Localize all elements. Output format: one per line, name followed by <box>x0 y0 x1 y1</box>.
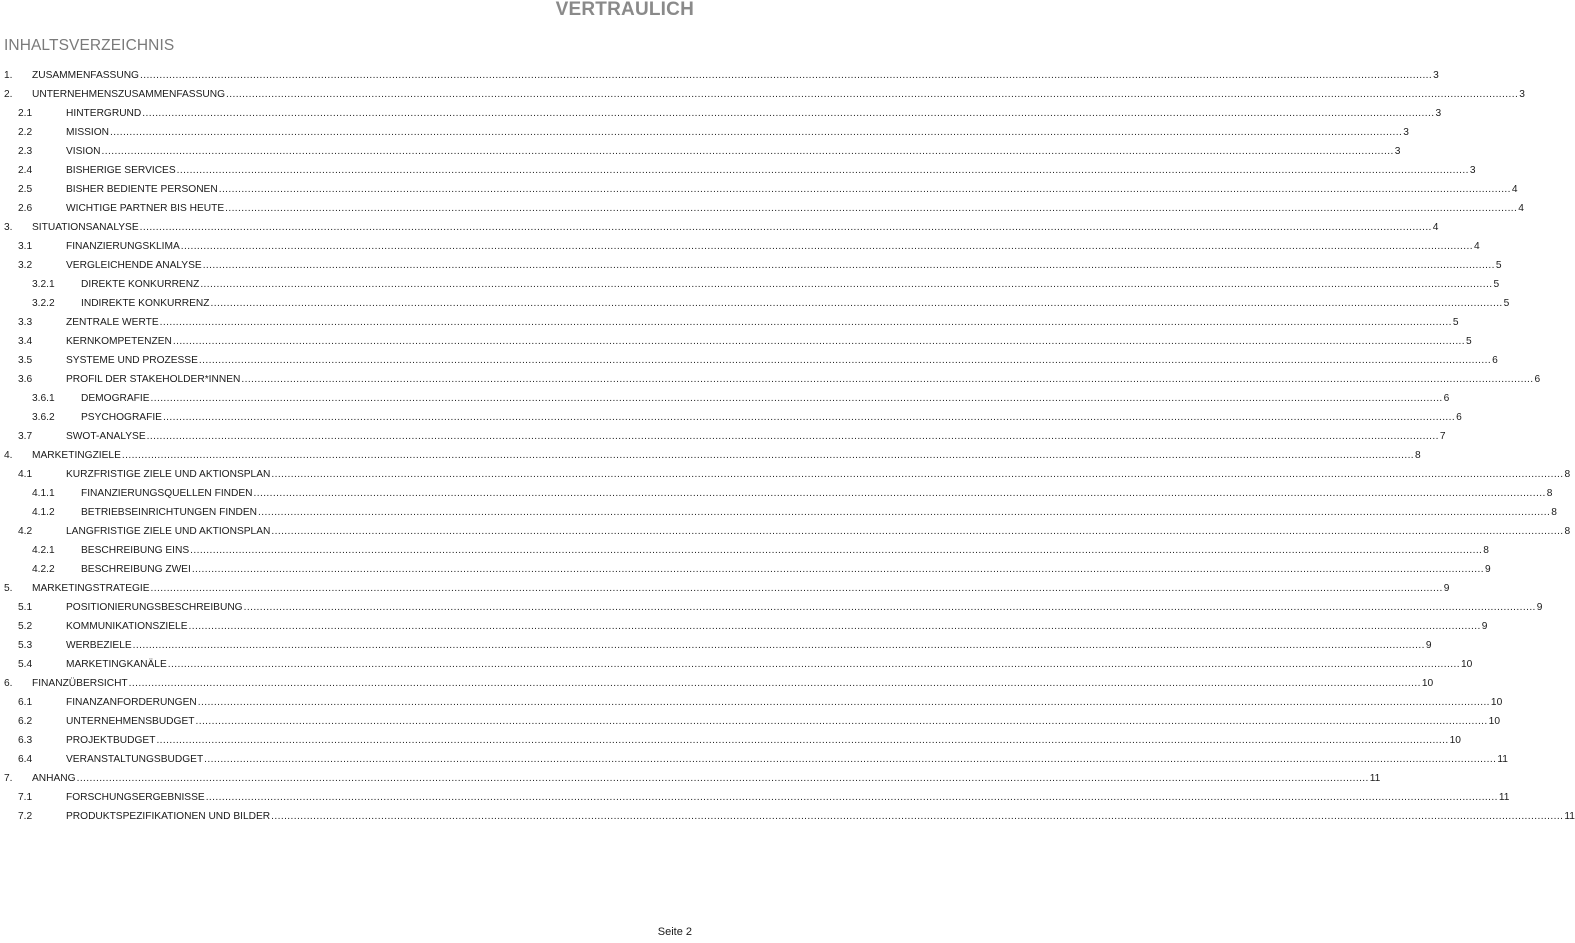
toc-entry[interactable] <box>0 560 1491 579</box>
toc-entry[interactable] <box>0 275 1500 294</box>
toc-entry-line <box>66 807 1575 826</box>
toc-entry-line <box>32 218 1439 237</box>
table-of-contents <box>0 66 1575 826</box>
toc-entry[interactable] <box>0 617 1488 636</box>
toc-entry[interactable] <box>0 541 1489 560</box>
toc-title: INHALTSVERZEICHNIS <box>4 37 175 54</box>
toc-entry-number: 3.2.2 <box>32 298 55 309</box>
toc-entry-page[interactable]: 9 <box>1425 640 1432 651</box>
toc-entry-number: 4.1.2 <box>32 507 55 518</box>
toc-entry-line <box>66 104 1442 123</box>
toc-dot-leader: ................................................................................................................................................................................................................................................................................................................................................................................................................ <box>172 336 1466 347</box>
toc-entry[interactable] <box>0 389 1450 408</box>
toc-dot-leader: ................................................................................................................................................................................................................................................................................................................................................................................................................ <box>150 583 1443 594</box>
toc-entry-title[interactable]: UNTERNEHMENSBUDGET <box>66 716 195 727</box>
toc-entry-title[interactable]: BESCHREIBUNG EINS <box>81 545 190 556</box>
toc-dot-leader: ................................................................................................................................................................................................................................................................................................................................................................................................................ <box>271 469 1564 480</box>
toc-entry-line <box>66 655 1473 674</box>
toc-entry-title[interactable]: PSYCHOGRAFIE <box>81 412 162 423</box>
toc-entry-page[interactable]: 3 <box>1469 165 1476 176</box>
toc-entry-page[interactable]: 5 <box>1503 298 1510 309</box>
toc-entry-number: 4.2 <box>18 526 33 537</box>
toc-entry-number: 2.1 <box>18 108 33 119</box>
toc-entry-page[interactable]: 3 <box>1519 89 1525 100</box>
toc-dot-leader: ................................................................................................................................................................................................................................................................................................................................................................................................................ <box>258 507 1551 518</box>
toc-entry-title[interactable]: ZUSAMMENFASSUNG <box>32 70 139 81</box>
toc-dot-leader: ................................................................................................................................................................................................................................................................................................................................................................................................................ <box>128 678 1421 689</box>
toc-entry-number: 3.6 <box>18 374 33 385</box>
toc-entry-line <box>66 465 1571 484</box>
toc-entry-number: 4. <box>4 450 13 461</box>
toc-dot-leader: ................................................................................................................................................................................................................................................................................................................................................................................................................ <box>156 735 1449 746</box>
toc-dot-leader: ................................................................................................................................................................................................................................................................................................................................................................................................................ <box>271 526 1564 537</box>
toc-dot-leader: ................................................................................................................................................................................................................................................................................................................................................................................................................ <box>243 602 1536 613</box>
toc-entry-page[interactable]: 4 <box>1511 184 1518 195</box>
toc-entry-page[interactable]: 11 <box>1369 773 1381 784</box>
toc-dot-leader: ................................................................................................................................................................................................................................................................................................................................................................................................................ <box>190 545 1483 556</box>
toc-entry[interactable] <box>0 712 1500 731</box>
toc-dot-leader: ................................................................................................................................................................................................................................................................................................................................................................................................................ <box>195 716 1488 727</box>
toc-entry-page[interactable]: 8 <box>1483 545 1489 556</box>
toc-entry[interactable] <box>0 693 1503 712</box>
toc-entry-number: 4.1 <box>18 469 33 480</box>
toc-entry-line <box>66 351 1498 370</box>
toc-entry-title[interactable]: FORSCHUNGSERGEBNISSE <box>66 792 205 803</box>
toc-entry-number: 4.2.2 <box>32 564 55 575</box>
toc-entry-title[interactable]: FINANZÜBERSICHT <box>32 678 128 689</box>
toc-dot-leader: ................................................................................................................................................................................................................................................................................................................................................................................................................ <box>142 108 1435 119</box>
toc-entry[interactable] <box>0 218 1439 237</box>
toc-entry-page[interactable]: 8 <box>1551 507 1557 518</box>
toc-entry-line <box>66 332 1472 351</box>
toc-entry[interactable] <box>0 370 1541 389</box>
toc-entry[interactable] <box>0 807 1575 826</box>
confidential-label: VERTRAULICH <box>555 0 694 20</box>
toc-entry-page[interactable]: 5 <box>1466 336 1472 347</box>
toc-entry-title[interactable]: WICHTIGE PARTNER BIS HEUTE <box>66 203 225 214</box>
toc-dot-leader: ................................................................................................................................................................................................................................................................................................................................................................................................................ <box>191 564 1484 575</box>
toc-entry-title[interactable]: MARKETINGZIELE <box>32 450 121 461</box>
toc-entry[interactable] <box>0 788 1510 807</box>
toc-entry-number: 2.4 <box>18 165 33 176</box>
toc-entry[interactable] <box>0 313 1459 332</box>
toc-entry[interactable] <box>0 332 1472 351</box>
toc-entry-title[interactable]: MISSION <box>66 127 110 138</box>
toc-entry-title[interactable]: VISION <box>66 146 101 157</box>
toc-entry-title[interactable]: SITUATIONSANALYSE <box>32 222 139 233</box>
toc-entry[interactable] <box>0 465 1571 484</box>
toc-entry[interactable] <box>0 237 1480 256</box>
toc-entry[interactable] <box>0 408 1462 427</box>
toc-entry-number: 6.4 <box>18 754 33 765</box>
toc-entry-number: 5.2 <box>18 621 33 632</box>
toc-entry-line <box>66 142 1401 161</box>
toc-entry-line <box>66 636 1432 655</box>
toc-entry-number: 5.4 <box>18 659 33 670</box>
toc-entry-title[interactable]: INDIREKTE KONKURRENZ <box>81 298 210 309</box>
toc-dot-leader: ................................................................................................................................................................................................................................................................................................................................................................................................................ <box>226 89 1519 100</box>
toc-dot-leader: ................................................................................................................................................................................................................................................................................................................................................................................................................ <box>198 355 1492 366</box>
toc-entry-page[interactable]: 5 <box>1495 260 1502 271</box>
toc-entry-page[interactable]: 5 <box>1493 279 1500 290</box>
toc-entry-number: 6.1 <box>18 697 33 708</box>
toc-dot-leader: ................................................................................................................................................................................................................................................................................................................................................................................................................ <box>132 640 1425 651</box>
toc-entry-title[interactable]: MARKETINGKANÄLE <box>66 659 167 670</box>
toc-entry-title[interactable]: KERNKOMPETENZEN <box>66 336 172 347</box>
toc-dot-leader: ................................................................................................................................................................................................................................................................................................................................................................................................................ <box>180 241 1473 252</box>
toc-entry-line <box>66 427 1446 446</box>
toc-entry-title[interactable]: DIREKTE KONKURRENZ <box>81 279 200 290</box>
toc-entry[interactable] <box>0 598 1543 617</box>
toc-entry-number: 3.4 <box>18 336 33 347</box>
toc-entry-title[interactable]: FINANZANFORDERUNGEN <box>66 697 197 708</box>
toc-entry-number: 3.1 <box>18 241 33 252</box>
toc-entry-title[interactable]: POSITIONIERUNGSBESCHREIBUNG <box>66 602 243 613</box>
toc-entry-number: 3.2 <box>18 260 33 271</box>
toc-entry-title[interactable]: SYSTEME UND PROZESSE <box>66 355 198 366</box>
toc-entry-number: 3.5 <box>18 355 33 366</box>
toc-entry[interactable] <box>0 579 1450 598</box>
toc-entry-number: 2.2 <box>18 127 33 138</box>
toc-entry-page[interactable]: 10 <box>1488 716 1500 727</box>
toc-entry-number: 7. <box>4 773 13 784</box>
toc-dot-leader: ................................................................................................................................................................................................................................................................................................................................................................................................................ <box>121 450 1415 461</box>
toc-dot-leader: ................................................................................................................................................................................................................................................................................................................................................................................................................ <box>110 127 1403 138</box>
toc-entry-page[interactable]: 10 <box>1449 735 1461 746</box>
toc-dot-leader: ................................................................................................................................................................................................................................................................................................................................................................................................................ <box>176 165 1469 176</box>
toc-entry[interactable] <box>0 85 1525 104</box>
toc-entry-line <box>66 788 1510 807</box>
toc-entry-line <box>66 180 1518 199</box>
toc-entry-number: 5.1 <box>18 602 33 613</box>
toc-dot-leader: ................................................................................................................................................................................................................................................................................................................................................................................................................ <box>146 431 1439 442</box>
toc-entry-title[interactable]: DEMOGRAFIE <box>81 393 150 404</box>
toc-entry-line <box>66 123 1409 142</box>
toc-entry[interactable] <box>0 503 1557 522</box>
toc-entry-number: 6. <box>4 678 13 689</box>
toc-dot-leader: ................................................................................................................................................................................................................................................................................................................................................................................................................ <box>167 659 1460 670</box>
toc-entry-number: 3.7 <box>18 431 33 442</box>
toc-entry-number: 7.1 <box>18 792 33 803</box>
toc-entry-line <box>66 370 1541 389</box>
toc-entry-line <box>66 617 1488 636</box>
toc-dot-leader: ................................................................................................................................................................................................................................................................................................................................................................................................................ <box>150 393 1443 404</box>
toc-dot-leader: ................................................................................................................................................................................................................................................................................................................................................................................................................ <box>271 811 1564 822</box>
toc-entry-title[interactable]: BETRIEBSEINRICHTUNGEN FINDEN <box>81 507 258 518</box>
page-number: Seite 2 <box>657 926 692 938</box>
toc-entry-number: 2. <box>4 89 13 100</box>
toc-entry-line <box>66 693 1503 712</box>
toc-entry-line <box>32 579 1450 598</box>
toc-dot-leader: ................................................................................................................................................................................................................................................................................................................................................................................................................ <box>225 203 1518 214</box>
toc-entry-line <box>81 294 1510 313</box>
toc-entry-line <box>32 674 1434 693</box>
toc-entry[interactable] <box>0 123 1409 142</box>
toc-dot-leader: ................................................................................................................................................................................................................................................................................................................................................................................................................ <box>253 488 1546 499</box>
toc-dot-leader: ................................................................................................................................................................................................................................................................................................................................................................................................................ <box>204 754 1497 765</box>
toc-entry-page[interactable]: 9 <box>1481 621 1488 632</box>
toc-entry-number: 4.1.1 <box>32 488 55 499</box>
toc-entry-title[interactable]: KURZFRISTIGE ZIELE UND AKTIONSPLAN <box>66 469 271 480</box>
toc-entry-page[interactable]: 9 <box>1536 602 1543 613</box>
toc-entry-number: 7.2 <box>18 811 33 822</box>
toc-entry-page[interactable]: 11 <box>1498 792 1510 803</box>
toc-entry-line <box>66 313 1459 332</box>
toc-entry-page[interactable]: 10 <box>1490 697 1503 708</box>
toc-entry-line <box>81 560 1491 579</box>
toc-entry[interactable] <box>0 674 1434 693</box>
toc-entry[interactable] <box>0 427 1446 446</box>
toc-entry-number: 3.6.2 <box>32 412 55 423</box>
toc-entry-page[interactable]: 8 <box>1546 488 1553 499</box>
toc-entry[interactable] <box>0 256 1502 275</box>
toc-entry[interactable] <box>0 294 1510 313</box>
toc-entry-page[interactable]: 6 <box>1534 374 1541 385</box>
toc-entry-title[interactable]: BESCHREIBUNG ZWEI <box>81 564 191 575</box>
toc-entry-number: 3.6.1 <box>32 393 55 404</box>
toc-dot-leader: ................................................................................................................................................................................................................................................................................................................................................................................................................ <box>76 773 1369 784</box>
toc-entry-line <box>32 446 1421 465</box>
toc-dot-leader: ................................................................................................................................................................................................................................................................................................................................................................................................................ <box>218 184 1511 195</box>
toc-entry-title[interactable]: KOMMUNIKATIONSZIELE <box>66 621 188 632</box>
toc-entry-page[interactable]: 10 <box>1421 678 1434 689</box>
toc-entry-number: 6.2 <box>18 716 33 727</box>
toc-entry-page[interactable]: 3 <box>1435 108 1442 119</box>
toc-dot-leader: ................................................................................................................................................................................................................................................................................................................................................................................................................ <box>202 260 1495 271</box>
toc-entry-number: 3. <box>4 222 13 233</box>
toc-dot-leader: ................................................................................................................................................................................................................................................................................................................................................................................................................ <box>205 792 1498 803</box>
toc-entry-page[interactable]: 3 <box>1403 127 1409 138</box>
toc-dot-leader: ................................................................................................................................................................................................................................................................................................................................................................................................................ <box>188 621 1481 632</box>
toc-entry-title[interactable]: ZENTRALE WERTE <box>66 317 159 328</box>
toc-entry[interactable] <box>0 66 1439 85</box>
toc-entry[interactable] <box>0 655 1473 674</box>
toc-entry-title[interactable]: VERGLEICHENDE ANALYSE <box>66 260 202 271</box>
toc-dot-leader: ................................................................................................................................................................................................................................................................................................................................................................................................................ <box>241 374 1534 385</box>
toc-entry[interactable] <box>0 142 1401 161</box>
toc-entry-title[interactable]: ANHANG <box>32 773 76 784</box>
toc-entry-page[interactable]: 10 <box>1460 659 1473 670</box>
toc-entry-line <box>66 256 1502 275</box>
toc-entry-line <box>66 712 1500 731</box>
toc-entry-line <box>81 275 1500 294</box>
toc-entry-number: 3.2.1 <box>32 279 55 290</box>
toc-entry-title[interactable]: LANGFRISTIGE ZIELE UND AKTIONSPLAN <box>66 526 271 537</box>
toc-entry-line <box>66 522 1571 541</box>
toc-entry-title[interactable]: BISHERIGE SERVICES <box>66 165 176 176</box>
toc-entry[interactable] <box>0 351 1498 370</box>
toc-entry[interactable] <box>0 199 1524 218</box>
toc-entry-number: 4.2.1 <box>32 545 55 556</box>
toc-entry-line <box>81 389 1450 408</box>
toc-entry-page[interactable]: 11 <box>1564 811 1575 822</box>
toc-entry-line <box>32 66 1439 85</box>
toc-entry[interactable] <box>0 522 1571 541</box>
toc-dot-leader: ................................................................................................................................................................................................................................................................................................................................................................................................................ <box>139 222 1432 233</box>
toc-entry-page[interactable]: 7 <box>1439 431 1446 442</box>
toc-entry-title[interactable]: UNTERNEHMENSZUSAMMENFASSUNG <box>32 89 226 100</box>
toc-entry-page[interactable]: 5 <box>1452 317 1459 328</box>
toc-entry-title[interactable]: FINANZIERUNGSKLIMA <box>66 241 180 252</box>
toc-entry[interactable] <box>0 636 1432 655</box>
toc-entry[interactable] <box>0 104 1442 123</box>
toc-entry-number: 5.3 <box>18 640 33 651</box>
toc-entry-title[interactable]: VERANSTALTUNGSBUDGET <box>66 754 204 765</box>
toc-entry-line <box>32 769 1381 788</box>
toc-entry-line <box>66 731 1461 750</box>
toc-entry-line <box>66 750 1508 769</box>
toc-entry-line <box>66 199 1524 218</box>
toc-entry-number: 2.6 <box>18 203 33 214</box>
toc-entry-title[interactable]: WERBEZIELE <box>66 640 132 651</box>
toc-entry-title[interactable]: PRODUKTSPEZIFIKATIONEN UND BILDER <box>66 811 271 822</box>
toc-entry-number: 5. <box>4 583 13 594</box>
toc-entry-page[interactable]: 4 <box>1473 241 1480 252</box>
toc-entry-line <box>81 503 1557 522</box>
toc-entry-line <box>81 408 1462 427</box>
toc-entry-title[interactable]: PROJEKTBUDGET <box>66 735 156 746</box>
toc-entry-page[interactable]: 4 <box>1432 222 1439 233</box>
toc-entry-number: 1. <box>4 70 13 81</box>
toc-entry-line <box>32 85 1525 104</box>
toc-entry-line <box>81 541 1489 560</box>
toc-entry-title[interactable]: FINANZIERUNGSQUELLEN FINDEN <box>81 488 253 499</box>
toc-entry-title[interactable]: PROFIL DER STAKEHOLDER*INNEN <box>66 374 241 385</box>
toc-entry-line <box>81 484 1553 503</box>
toc-entry-page[interactable]: 8 <box>1415 450 1421 461</box>
toc-entry[interactable] <box>0 446 1421 465</box>
toc-dot-leader: ................................................................................................................................................................................................................................................................................................................................................................................................................ <box>210 298 1503 309</box>
toc-entry[interactable] <box>0 750 1508 769</box>
toc-entry-line <box>66 237 1480 256</box>
toc-entry-page[interactable]: 6 <box>1492 355 1498 366</box>
toc-entry[interactable] <box>0 161 1476 180</box>
toc-entry[interactable] <box>0 769 1381 788</box>
toc-dot-leader: ................................................................................................................................................................................................................................................................................................................................................................................................................ <box>162 412 1456 423</box>
toc-entry-number: 2.3 <box>18 146 33 157</box>
toc-entry-number: 3.3 <box>18 317 33 328</box>
toc-entry-number: 6.3 <box>18 735 33 746</box>
toc-entry[interactable] <box>0 180 1518 199</box>
toc-entry-page[interactable]: 8 <box>1564 469 1571 480</box>
toc-entry-title[interactable]: SWOT-ANALYSE <box>66 431 146 442</box>
toc-entry-page[interactable]: 8 <box>1564 526 1571 537</box>
toc-entry-line <box>66 598 1543 617</box>
toc-dot-leader: ................................................................................................................................................................................................................................................................................................................................................................................................................ <box>101 146 1394 157</box>
toc-entry-page[interactable]: 3 <box>1394 146 1401 157</box>
toc-entry-page[interactable]: 4 <box>1518 203 1524 214</box>
toc-entry-page[interactable]: 3 <box>1433 70 1439 81</box>
toc-entry-page[interactable]: 6 <box>1456 412 1462 423</box>
toc-entry-number: 2.5 <box>18 184 33 195</box>
toc-entry-page[interactable]: 6 <box>1443 393 1450 404</box>
toc-dot-leader: ................................................................................................................................................................................................................................................................................................................................................................................................................ <box>200 279 1493 290</box>
toc-entry[interactable] <box>0 484 1553 503</box>
toc-dot-leader: ................................................................................................................................................................................................................................................................................................................................................................................................................ <box>159 317 1452 328</box>
toc-entry-page[interactable]: 9 <box>1484 564 1491 575</box>
toc-entry-title[interactable]: HINTERGRUND <box>66 108 142 119</box>
toc-entry[interactable] <box>0 731 1461 750</box>
toc-dot-leader: ................................................................................................................................................................................................................................................................................................................................................................................................................ <box>139 70 1433 81</box>
toc-entry-page[interactable]: 11 <box>1497 754 1508 765</box>
toc-entry-page[interactable]: 9 <box>1443 583 1450 594</box>
toc-entry-title[interactable]: MARKETINGSTRATEGIE <box>32 583 150 594</box>
toc-entry-line <box>66 161 1476 180</box>
toc-entry-title[interactable]: BISHER BEDIENTE PERSONEN <box>66 184 218 195</box>
toc-dot-leader: ................................................................................................................................................................................................................................................................................................................................................................................................................ <box>197 697 1490 708</box>
